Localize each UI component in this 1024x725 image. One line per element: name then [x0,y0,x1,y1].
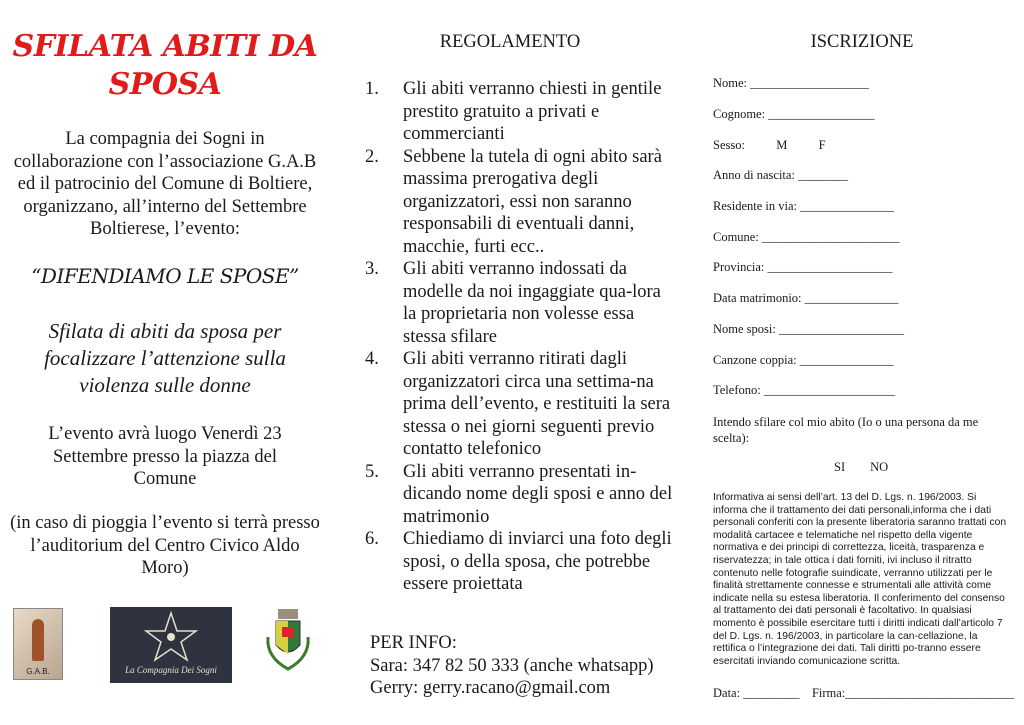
rule-number: 1. [365,79,379,99]
intend-question: Intendo sfilare col mio abito (Io o una persona da me scelta): [713,415,979,445]
field-sesso[interactable]: Sesso: M F [713,138,826,152]
field-nome-sposi[interactable]: Nome sposi: ____________________ [713,322,904,336]
rule-text: Gli abiti verranno presentati in-dicando nome degli sposi e anno del matrimonio [403,461,673,527]
rule-number: 4. [365,349,379,369]
iscrizione-panel [700,0,1024,725]
rule-text: Gli abiti verranno ritirati dagli organizzatori circa una settima-na prima dell’evento, e restituiti la sera stessa o nei giorni seguenti previo contatto telefonico [403,349,671,459]
title-line-2: SPOSA [108,67,222,102]
rule-text: Chiediamo di inviarci una foto degli sposi, o della sposa, che potrebbe essere proiettata [403,529,672,594]
rule-number: 2. [365,146,379,167]
iscrizione-heading: ISCRIZIONE [810,32,914,52]
privacy-notice: Informativa ai sensi dell’art. 13 del D. Lgs. n. 196/2003. Si informa che il trattamento dei dati personali,informa che i dati personali conferiti con la presente liberatoria saranno trattati con modalità cartacee e telematiche nel rispetto della vigente normativa e dei principi di correttezza, liceità, trasparenza e riservatezza; in tale ottica i dati forniti, ivi incluso il ritratto contenuto nelle fotografie suindicate, verranno utilizzati per le finalità strettamente connesse e strumentali alle attività come indicate nella su estesa liberatoria. Il conferimento del consenso al trattamento dei dati personali è facoltativo. In qualsiasi momento è possibile esercitare tutti i diritti indicati dall’articolo 7 del D. Lgs. n. 196/2003, in particolare la can-cellazione, la rettifica o l’integrazione dei dati. Tali diritti po-tranno essere esercitati inviando comunicazione scritta. [713,492,1007,667]
info-email: Gerry: gerry.racano@gmail.com [370,678,611,698]
field-cognome[interactable]: Cognome: _________________ [713,107,875,121]
field-canzone-coppia[interactable]: Canzone coppia: _______________ [713,353,894,367]
rule-text: Sebbene la tutela di ogni abito sarà massima prerogativa degli organizzatori, essi non saranno responsabili di eventuali danni, macchie, furti ecc.. [403,146,662,257]
rule-item [365,528,673,596]
event-date-place: L’evento avrà luogo Venerdì 23 Settembre presso la piazza del Comune [48,424,282,489]
event-subtitle: Sfilata di abiti da sposa per focalizzare l’attenzione sulla violenza sulle donne [44,319,286,397]
info-heading: PER INFO: [370,633,457,653]
field-provincia[interactable]: Provincia: ____________________ [713,260,893,274]
rule-number: 5. [365,461,379,482]
rule-number: 3. [365,259,379,279]
field-comune[interactable]: Comune: ______________________ [713,230,900,244]
contact-info [370,632,675,700]
rule-item [365,348,673,461]
rule-item [365,146,673,259]
gab-logo [13,608,63,680]
regolamento-heading: REGOLAMENTO [439,32,581,52]
regolamento-list [365,78,673,596]
rule-number: 6. [365,529,379,549]
rule-item [365,258,673,348]
info-phone: Sara: 347 82 50 333 (anche whatsapp) [370,655,654,676]
event-slogan: “DIFENDIAMO LE SPOSE” [31,264,299,288]
date-signature-line[interactable]: Data: _________ Firma:___________________________ [713,686,1015,700]
crest-icon [262,607,314,673]
comune-crest-logo [262,607,314,673]
figure-icon [32,619,44,661]
field-telefono[interactable]: Telefono: _____________________ [713,383,896,397]
field-anno-nascita[interactable]: Anno di nascita: ________ [713,168,849,182]
field-nome[interactable]: Nome: ___________________ [713,76,869,90]
regolamento-panel [345,0,675,725]
company-logo-text: La Compagnia Dei Sogni [125,665,217,675]
cover-panel [0,0,330,725]
rule-item [365,78,673,146]
intro-text: La compagnia dei Sogni in collaborazione con l’associazione G.A.B ed il patrocinio del Comune di Boltiere, organizzano, all’interno del Settembre Boltierese, l’evento: [13,129,317,239]
rule-item [365,461,673,529]
rule-text: Gli abiti verranno indossati da modelle da noi ingaggiate qua-lora la proprietaria non volesse essa stessa sfilare [403,259,661,347]
rain-notice: (in caso di pioggia l’evento si terrà presso l’auditorium del Centro Civico Aldo Moro) [10,513,320,578]
event-title [0,28,330,104]
rule-text: Gli abiti verranno chiesti in gentile prestito gratuito a privati e commercianti [403,79,662,144]
title-line-1: SFILATA ABITI DA [12,29,318,64]
field-data-matrimonio[interactable]: Data matrimonio: _______________ [713,291,899,305]
field-residente[interactable]: Residente in via: _______________ [713,199,894,213]
gab-logo-text: G.A.B. [26,667,50,676]
compagnia-dei-sogni-logo [110,607,232,683]
si-no-choice[interactable]: SI NO [834,460,889,474]
